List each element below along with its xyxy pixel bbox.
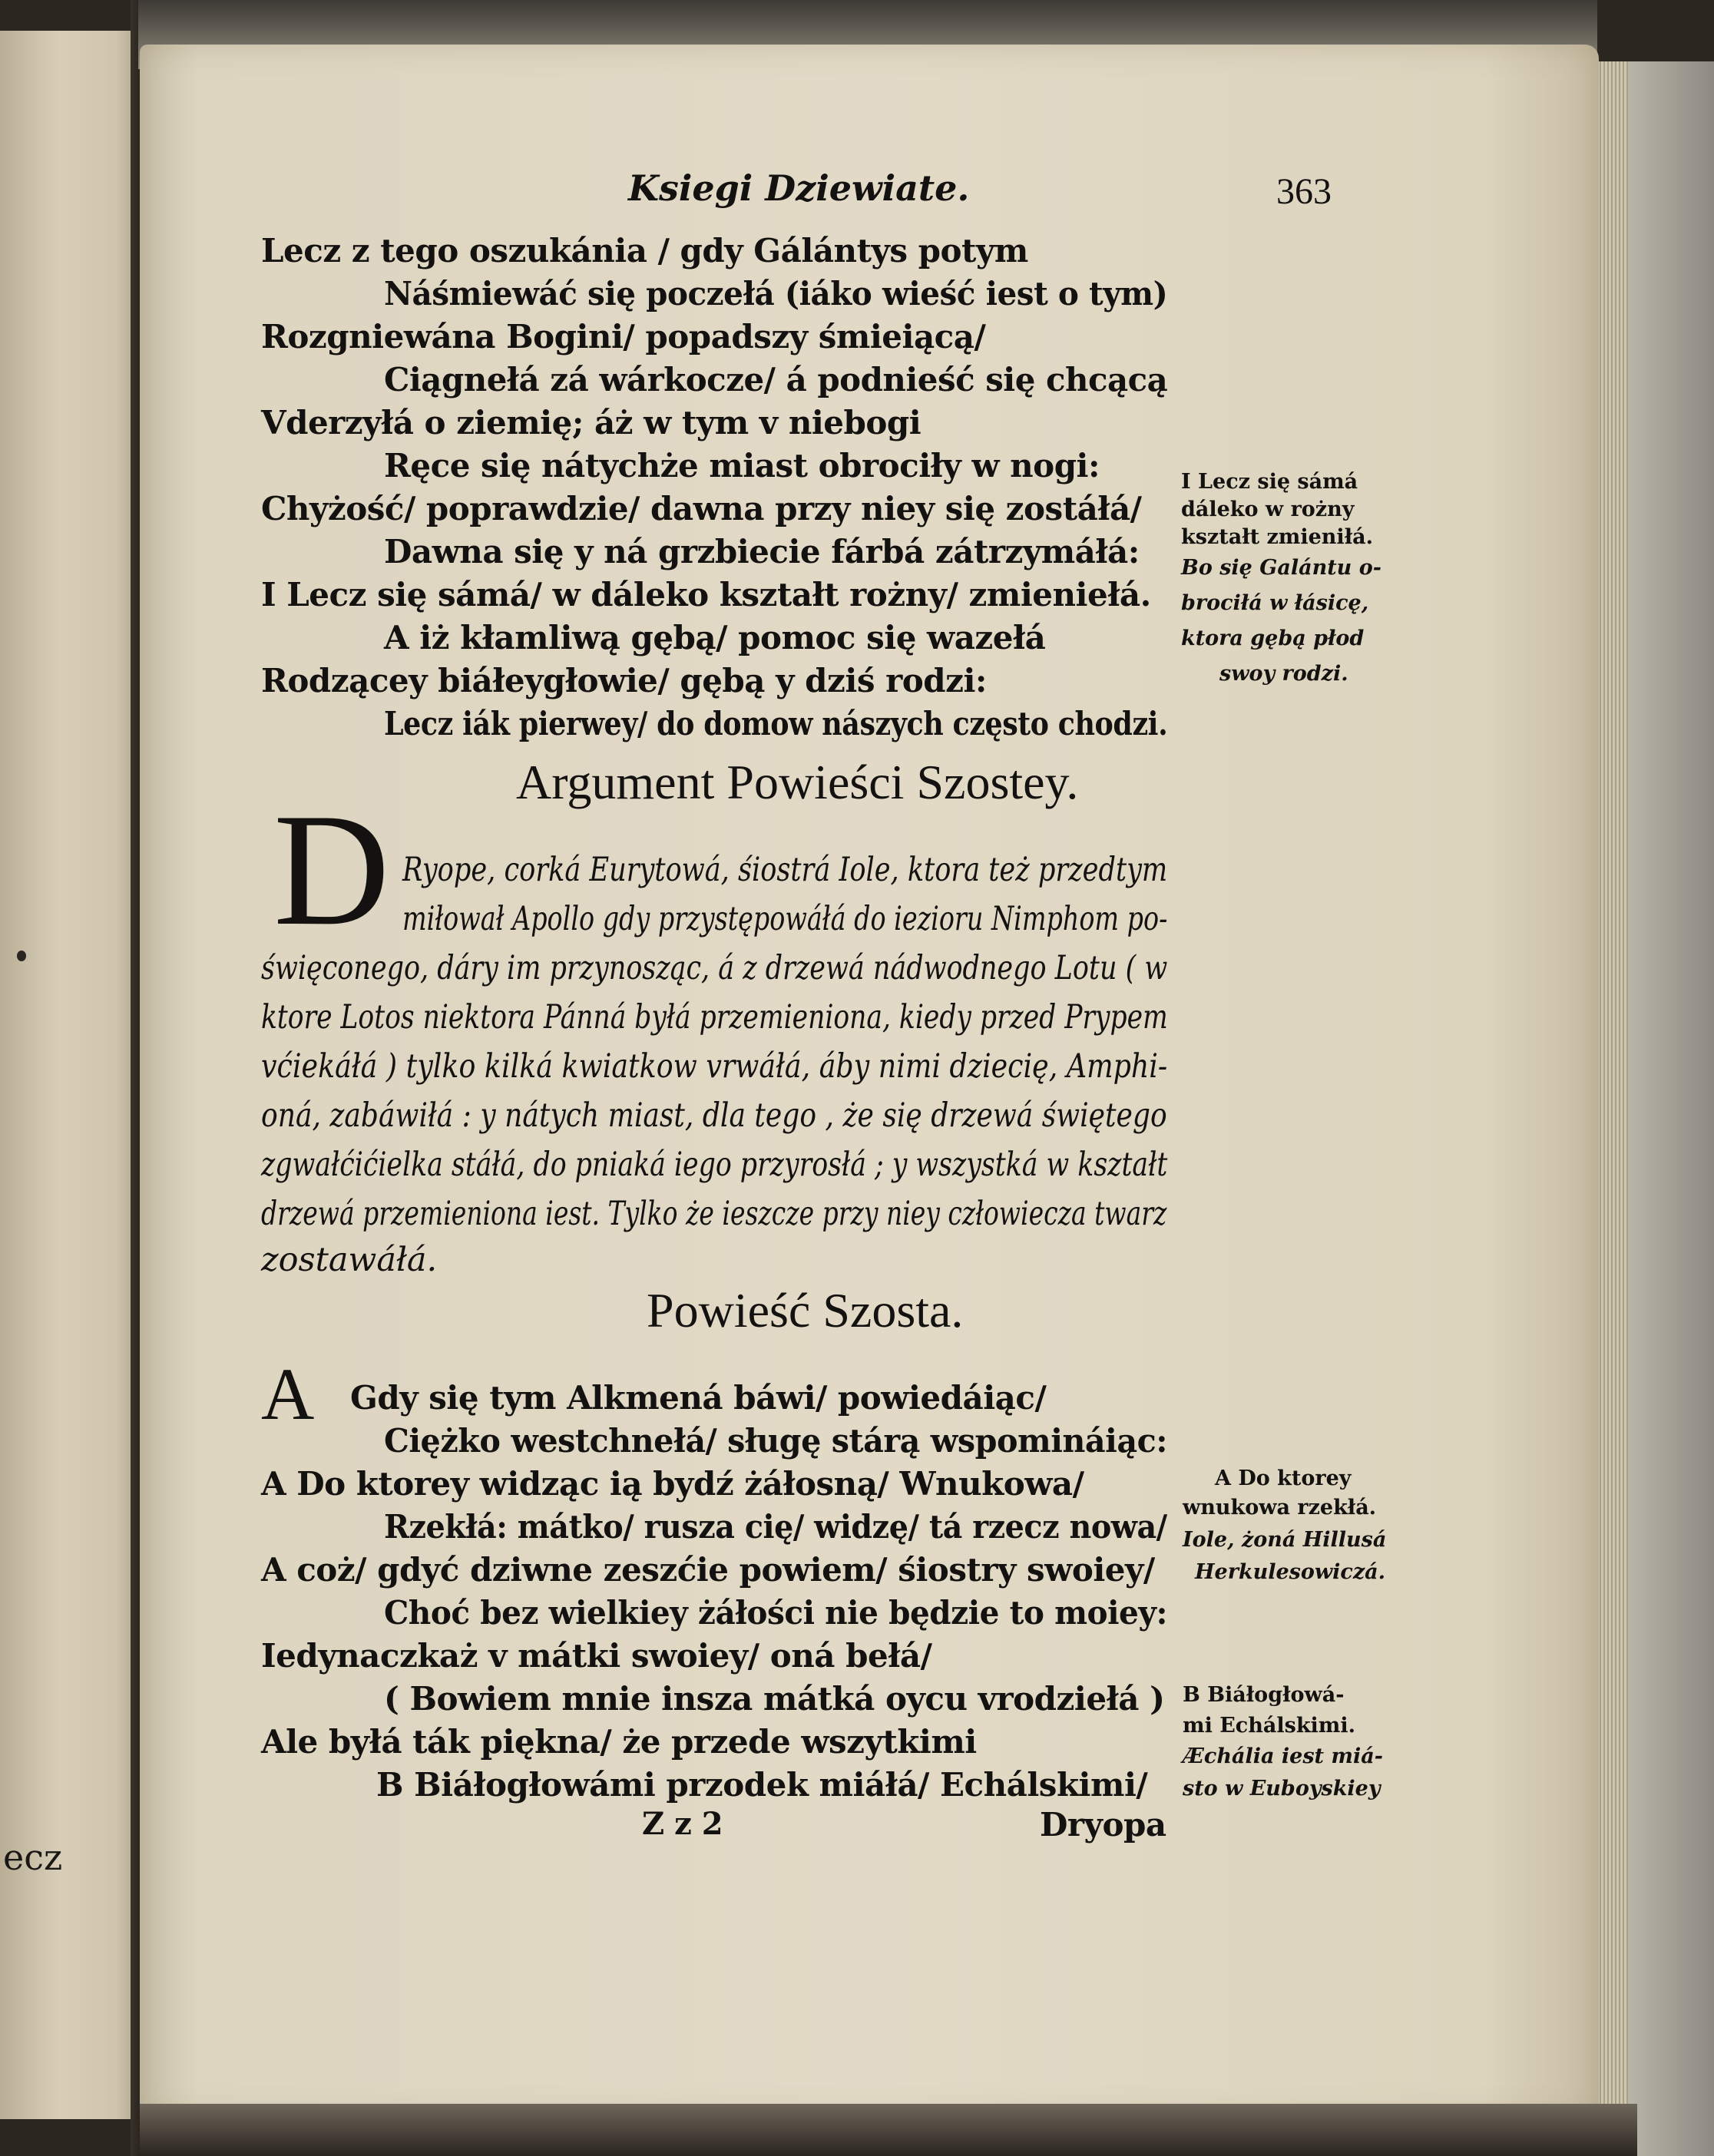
big-initial: A — [261, 1353, 315, 1435]
argument-line: ktore Lotos niektora Pánná byłá przemieniona, kiedy przed Prypem — [261, 998, 1168, 1037]
margin-line: kształt zmieniłá. — [1181, 525, 1373, 549]
verse-line: Ciągnełá zá wárkocze/ á podnieść się chcącą — [384, 361, 1168, 398]
verse-line: B Biáłogłowámi przodek miáłá/ Echálskimi/ — [376, 1766, 1148, 1804]
argument-line: zgwałćićielka stáłá, do pniaká iego przyrosłá ; y wszystká w kształt — [261, 1146, 1168, 1184]
left-page-fragment: ecz — [3, 1837, 63, 1878]
verse-line: Vderzyłá o ziemię; áż w tym v niebogi — [261, 404, 922, 441]
verse-line: Lecz iák pierwey/ do domow nászych często chodzi. — [384, 705, 1168, 742]
margin-line: swoy rodzi. — [1219, 662, 1348, 686]
signature-mark: Z z 2 — [642, 1806, 723, 1842]
margin-line: ktora gębą płod — [1181, 627, 1365, 650]
verse-line: Dawna się y ná grzbiecie fárbá zátrzymáłá: — [384, 533, 1140, 570]
margin-line: Herkulesowiczá. — [1195, 1560, 1386, 1584]
margin-line: brociłá w łásicę, — [1181, 591, 1369, 615]
book-cover-edge — [1620, 61, 1714, 2156]
verse-line: ( Bowiem mnie insza mátká oycu vrodziełá ) — [384, 1680, 1165, 1718]
margin-line: Bo się Galántu o- — [1181, 556, 1381, 580]
left-page — [0, 31, 146, 2119]
page-number: 363 — [1276, 171, 1332, 212]
argument-heading: Argument Powieści Szostey. — [516, 755, 1079, 809]
running-head-title: Ksiegi Dziewiate. — [628, 167, 970, 209]
margin-line: mi Echálskimi. — [1183, 1714, 1356, 1738]
argument-line: Ryope, corká Eurytowá, śiostrá Iole, ktora też przedtym — [402, 851, 1168, 889]
argument-line: drzewá przemieniona iest. Tylko że ieszcze przy niey człowiecza twarz — [261, 1195, 1167, 1233]
argument-line: święconego, dáry im przynosząc, á z drzewá nádwodnego Lotu ( w — [261, 949, 1168, 987]
verse-line: A coż/ gdyć dziwne zeszćie powiem/ śiostry swoiey/ — [261, 1551, 1155, 1589]
verse-line: Choć bez wielkiey żáłości nie będzie to moiey: — [384, 1594, 1167, 1632]
verse-line: Lecz z tego oszukánia / gdy Gálántys potym — [261, 232, 1028, 270]
verse-line: Rodzącey biáłeygłowie/ gębą y dziś rodzi: — [261, 662, 987, 699]
drop-cap: D — [273, 781, 390, 959]
verse-line: A Do ktorey widząc ią bydź żáłosną/ Wnukowa/ — [261, 1465, 1084, 1503]
verse-line: Rzekłá: mátko/ rusza cię/ widzę/ tá rzecz nowa/ — [384, 1508, 1167, 1546]
verse-line: A iż kłamliwą gębą/ pomoc się wazełá — [384, 619, 1046, 656]
argument-line: zostawáłá. — [261, 1241, 438, 1279]
verse-line: Ręce się nátychże miast obrociły w nogi: — [384, 447, 1100, 484]
argument-line: miłował Apollo gdy przystępowáłá do iezioru Nimphom po- — [402, 900, 1168, 938]
verse-line: Náśmiewáć się poczełá (iáko wieść iest o tym) — [384, 275, 1168, 312]
margin-line: B Biáłogłowá- — [1183, 1683, 1345, 1707]
margin-line: I Lecz się sámá — [1181, 470, 1358, 494]
verse-line: I Lecz się sámá/ w dáleko kształt rożny/ zmieniełá. — [261, 576, 1151, 613]
ink-spot — [17, 951, 26, 961]
margin-line: A Do ktorey — [1215, 1467, 1352, 1490]
verse-line: Ale byłá ták piękna/ że przede wszytkimi — [261, 1723, 977, 1761]
margin-line: wnukowa rzekłá. — [1183, 1496, 1377, 1519]
bottom-shadow — [140, 2104, 1637, 2156]
margin-line: Iole, żoná Hillusá — [1183, 1528, 1387, 1552]
verse-line: Gdy się tym Alkmená báwi/ powiedáiąc/ — [350, 1379, 1047, 1417]
catchword: Dryopa — [1040, 1806, 1166, 1844]
verse-line: Iedynaczkaż v mátki swoiey/ oná bełá/ — [261, 1637, 932, 1675]
margin-line: dáleko w rożny — [1181, 498, 1355, 521]
verse-line: Ciężko westchnełá/ sługę stárą wspomináiąc: — [384, 1422, 1168, 1460]
verse-line: Chyżość/ poprawdzie/ dawna przy niey się zostáłá/ — [261, 490, 1142, 527]
story-heading: Powieść Szosta. — [647, 1283, 964, 1338]
margin-line: Æchália iest miá- — [1183, 1744, 1383, 1768]
margin-line: sto w Euboyskiey — [1183, 1777, 1381, 1801]
verse-line: Rozgniewána Bogini/ popadszy śmieiącą/ — [261, 318, 986, 355]
argument-line: oná, zabáwiłá : y nátych miast, dla tego , że się drzewá świętego — [261, 1096, 1167, 1135]
argument-line: vćiekáłá ) tylko kilká kwiatkow vrwáłá, áby nimi dziecię, Amphi- — [261, 1047, 1168, 1086]
